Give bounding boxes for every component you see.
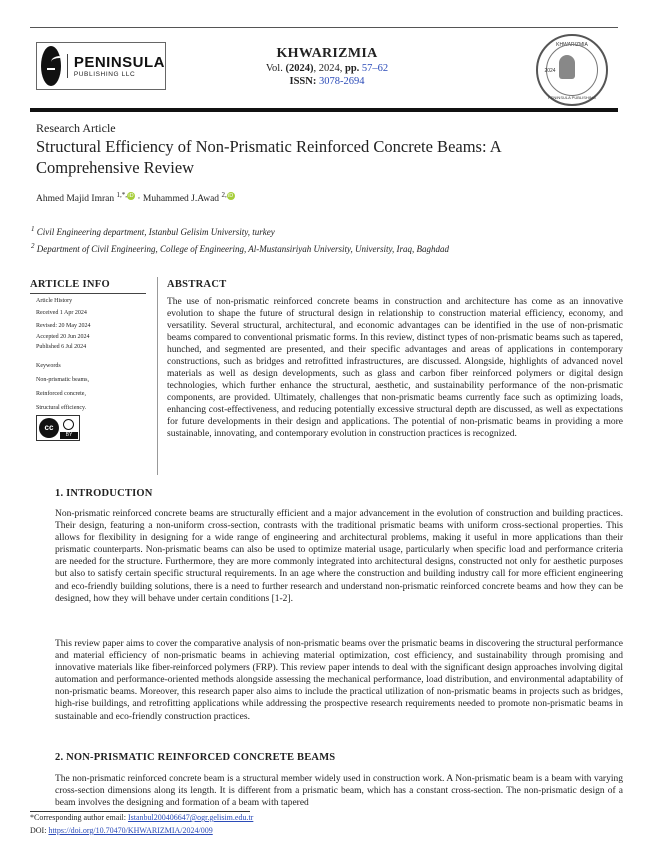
revised-date: Revised: 20 May 2024 <box>36 323 91 329</box>
keyword: Non-prismatic beams, <box>36 377 89 383</box>
article-type: Research Article <box>36 121 116 135</box>
publisher-sub: PUBLISHING LLC <box>73 71 136 78</box>
email-link[interactable]: Istanbul200406647@ogr.gelisim.edu.tr <box>127 813 254 822</box>
divider <box>30 293 146 294</box>
keywords-label: Keywords <box>36 363 61 369</box>
header-top-rule <box>30 27 618 28</box>
affiliation-1: $^1$ Civil Engineering department, Istanbul Gelisim University, turkey <box>31 225 275 237</box>
article-title: Structural Efficiency of Non-Prismatic Reinforced Concrete Beams: A Comprehensive Review <box>36 137 501 177</box>
scholar-figure-icon <box>559 55 575 79</box>
orcid-icon[interactable]: iD <box>128 193 134 199</box>
doi-line: DOI: https://doi.org/10.70470/KHWARIZMIA/2024/009 <box>30 826 213 835</box>
history-label: Article History <box>36 298 73 304</box>
author-line: Ahmed Majid Imran $^{1,*,}$iD · Muhammed J.Awad $^{2,}$iD <box>36 191 234 205</box>
section-heading-beams: 2. NON-PRISMATIC REINFORCED CONCRETE BEAMS <box>55 752 336 763</box>
beams-paragraph-1: The non-prismatic reinforced concrete beam is a structural member widely used in construction work. A Non-prismatic beam is a beam with varying cross-section dimensions along its length. It is different from a prismatic beam, which has a constant cross-section. The non-prismatic design of a beam involves the designing and formation of a beam with tapered <box>55 774 623 809</box>
orcid-icon[interactable]: iD <box>228 193 234 199</box>
journal-name: KHWARIZMIA <box>276 46 378 61</box>
issn-line: ISSN: 3078-2694 <box>289 76 365 87</box>
volume-line: Vol. (2024), 2024, pp. 57–62 <box>265 63 389 74</box>
accepted-date: Accepted 20 Jun 2024 <box>36 334 90 340</box>
keyword: Structural efficiency. <box>36 405 87 411</box>
journal-seal: KHWARIZMIA 2024 PENINSULA PUBLISHING <box>536 34 608 106</box>
affiliation-2: $^2$ Department of Civil Engineering, College of Engineering, Al-Mustansiriyah University, University, Iraq, Baghdad <box>31 242 450 254</box>
received-date: Received 1 Apr 2024 <box>36 310 87 316</box>
footnote-rule <box>30 811 250 812</box>
keyword: Reinforced concrete, <box>36 391 86 397</box>
publisher-name: PENINSULA <box>73 54 165 71</box>
published-date: Published 6 Jul 2024 <box>36 344 87 350</box>
article-info-heading: ARTICLE INFO <box>30 279 110 290</box>
corresponding-email: *Corresponding author email: Istanbul200406647@ogr.gelisim.edu.tr <box>30 813 254 822</box>
intro-paragraph-2: This review paper aims to cover the comparative analysis of non-prismatic beams over the prismatic beams in discovering the structural performance and material efficiency of non-prismatic beams in achieving material optimization, cost efficiency, and sustainability through promising and innovative materials like fiber-reinforced polymers (FRP). This review paper intends to deal with the significant design approaches involving digital automation and performance-oriented methods alongside assessing the mechanical performance, load distribution, and environmental adaptability of non-prismatic beams. Moreover, this research paper also aims to include the practical utilization of non-prismatic beams in projects such as bridges, high-rise buildings, and retrofitting applications while addressing the prospective research requirements needed to promote non-prismatic beams in sustainable and eco-friendly construction practices. <box>55 639 623 722</box>
abstract-heading: ABSTRACT <box>167 279 227 290</box>
abstract-text: The use of non-prismatic reinforced concrete beams in construction and architecture has come as an innovative evolution to shape the future of structural design in relationship to construction material efficiency, economy, and versatility. Several structural, architectural, and economic advantages can be identified in the use of non-prismatic beams compared to conventional prismatic forms. In this review, distinct types of non-prismatic beams such as tapered, hunched, and segmented are presented, and their specific advantages and areas of applications in contemporary constructions, such as bridges and retrofitted infrastructures, are discussed. Alongside, highlights of advanced novel materials as well as design developments, such as glass and carbon fiber reinforced polymers or digital design technologies, which further enhance the structural, aesthetic, and sustainability performance of the non-prismatic components, are provided. Ultimately, challenges that non-prismatic beams currently face such as optimizing loads, enhancing cost-effectiveness, and reducing potentially excessive structural depth are discussed, as well as expectations for future developments in their design and applications. The potential of non-prismatic beams in providing a more sustainable, innovating, and contemporary evolution in construction practices is recognized. <box>167 297 623 439</box>
section-heading-introduction: 1. INTRODUCTION <box>55 488 153 499</box>
cc-by-license-icon[interactable]: cc BY <box>36 415 80 441</box>
column-divider <box>157 277 158 475</box>
header-bottom-rule <box>30 108 618 112</box>
doi-link[interactable]: https://doi.org/10.70470/KHWARIZMIA/2024/009 <box>48 826 213 835</box>
intro-paragraph-1: Non-prismatic reinforced concrete beams are structurally efficient and a major advancement in the evolution of construction and building practices. Their design, featuring a non-uniform cross-section, contrasts with the traditional prismatic beams with uniform cross-sectional properties. This allows for flexibility in designing for a wide range of engineering and architectural problems, making it useful in more applications than their prismatic counterparts. Non-prismatic beams can also be used to optimize material usage, particularly when specific load and performance criteria are needed for the structure. Furthermore, they are more commonly integrated into architectural designs, constructed not only for aesthetic purposes but also to satisfy certain specific structural requirements. In an age where the construction and building industry call for more efficient engineering and eco-friendly building solutions, there is a need to further research and understand non-prismatic reinforced concrete beams and how they can be designed, how they will behave under certain conditions [1-2]. <box>55 509 623 604</box>
